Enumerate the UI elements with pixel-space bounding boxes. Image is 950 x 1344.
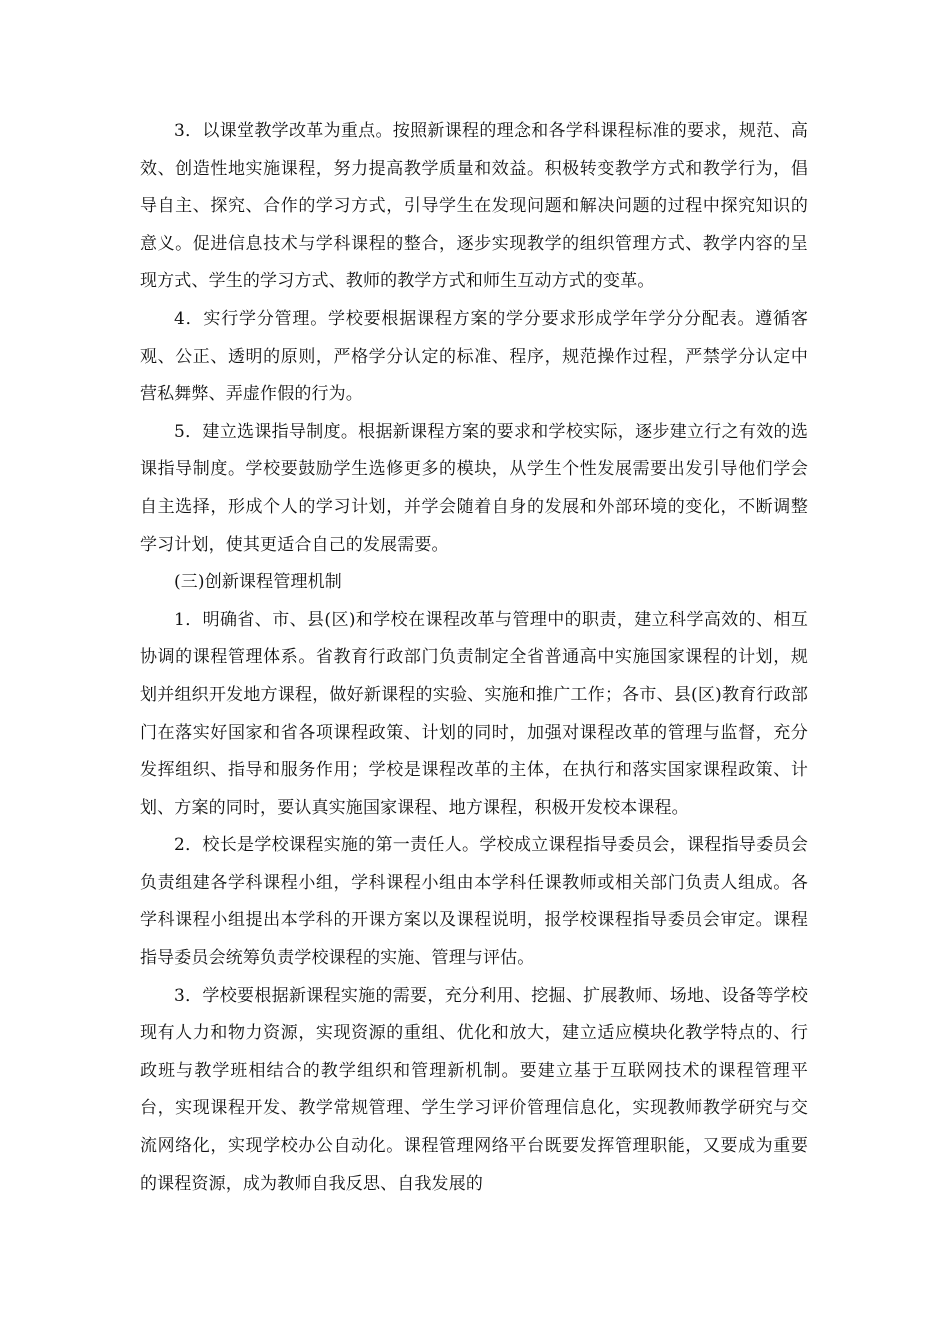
document-body [140, 113, 808, 1203]
paragraph-5-course-selection: 5．建立选课指导制度。根据新课程方案的要求和学校实际，逐步建立行之有效的选课指导制度。学校要鼓励学生选修更多的模块，从学生个性发展需要出发引导他们学会自主选择，形成个人的学习计划，并学会随着自身的发展和外部环境的变化，不断调整学习计划，使其更适合自己的发展需要。 [140, 421, 808, 555]
paragraph-3-classroom-reform: 3．以课堂教学改革为重点。按照新课程的理念和各学科课程标准的要求，规范、高效、创造性地实施课程，努力提高教学质量和效益。积极转变教学方式和教学行为，倡导自主、探究、合作的学习方式，引导学生在发现问题和解决问题的过程中探究知识的意义。促进信息技术与学科课程的整合，逐步实现教学的组织管理方式、教学内容的呈现方式、学生的学习方式、教师的教学方式和师生互动方式的变革。 [140, 121, 808, 292]
section-heading-curriculum-mechanism: (三)创新课程管理机制 [174, 572, 342, 593]
paragraph-3-resources: 3．学校要根据新课程实施的需要，充分利用、挖掘、扩展教师、场地、设备等学校现有人力和物力资源，实现资源的重组、优化和放大，建立适应模块化教学特点的、行政班与教学班相结合的教学组织和管理新机制。要建立基于互联网技术的课程管理平台，实现课程开发、教学常规管理、学生学习评价管理信息化，实现教师教学研究与交流网络化，实现学校办公自动化。课程管理网络平台既要发挥管理职能，又要成为重要的课程资源，成为教师自我反思、自我发展的 [140, 985, 808, 1194]
paragraph-2-principal-responsibility: 2．校长是学校课程实施的第一责任人。学校成立课程指导委员会，课程指导委员会负责组建各学科课程小组，学科课程小组由本学科任课教师或相关部门负责人组成。各学科课程小组提出本学科的开课方案以及课程说明，报学校课程指导委员会审定。课程指导委员会统筹负责学校课程的实施、管理与评估。 [140, 835, 808, 969]
paragraph-4-credit-management: 4．实行学分管理。学校要根据课程方案的学分要求形成学年学分分配表。遵循客观、公正、透明的原则，严格学分认定的标准、程序，规范操作过程，严禁学分认定中营私舞弊、弄虚作假的行为。 [140, 308, 808, 405]
paragraph-1-responsibilities: 1．明确省、市、县(区)和学校在课程改革与管理中的职责，建立科学高效的、相互协调的课程管理体系。省教育行政部门负责制定全省普通高中实施国家课程的计划，规划并组织开发地方课程，做好新课程的实验、实施和推广工作；各市、县(区)教育行政部门在落实好国家和省各项课程政策、计划的同时，加强对课程改革的管理与监督，充分发挥组织、指导和服务作用；学校是课程改革的主体，在执行和落实国家课程政策、计划、方案的同时，要认真实施国家课程、地方课程，积极开发校本课程。 [140, 609, 808, 818]
